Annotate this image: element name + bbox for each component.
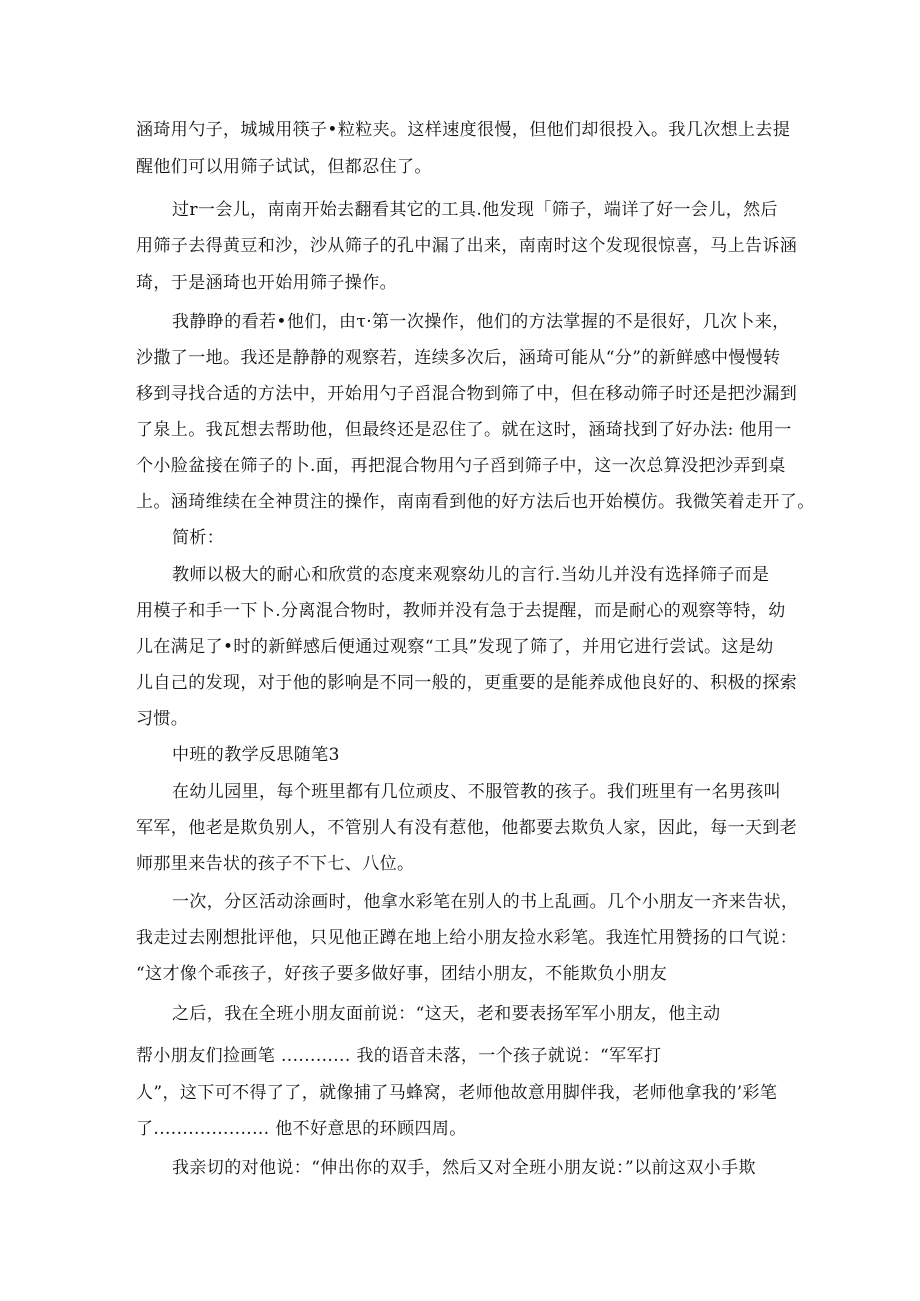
text-line: 用筛子去得黄豆和沙，沙从筛子的孔中漏了出来，南南时这个发现很惊喜，马上告诉涵 [136, 236, 798, 256]
text-line: 军军，他老是欺负别人，不管别人有没有惹他，他都要去欺负人家，因此，每一天到老 [136, 818, 798, 838]
section-heading-analysis: 简析： [172, 528, 225, 548]
text-line: 我静睁的看若•他们，由τ·第一次操作，他们的方法掌握的不是很好，几次卜来， [172, 312, 790, 332]
text-line: 教师以极大的耐心和欣赏的态度来观察幼儿的言行.当幼儿并没有选择筛子而是 [172, 565, 770, 585]
text-line: 了泉上。我瓦想去帮助他，但最终还是忍住了。就在这时，涵琦找到了好办法: 他用一 [136, 420, 792, 440]
text-line: 了.................... 他不好意思的环顾四周。 [136, 1119, 467, 1139]
text-line: 在幼儿园里，每个班里都有几位顽皮、不服管教的孩子。我们班里有一名男孩叫 [172, 782, 781, 802]
text-line: 我亲切的对他说：“伸出你的双手，然后又对全班小朋友说：”以前这双小手欺 [172, 1158, 756, 1178]
text-line: “这才像个乖孩子，好孩子要多做好事，团结小朋友，不能欺负小朋友 [136, 964, 668, 984]
text-line: 帮小朋友们捡画笔 ............ 我的语音未落，一个孩子就说：“军军打 [136, 1046, 662, 1066]
text-line: 个小脸盆接在筛子的卜.面，再把混合物用勺子舀到筛子中，这一次总算没把沙弄到桌 [136, 456, 786, 476]
text-line: 沙撒了一地。我还是静静的观察若，连续多次后，涵琦可能从“分”的新鲜感中慢慢转 [136, 348, 781, 368]
text-line: 移到寻找合适的方法中，开始用勺子舀混合物到筛了中，但在移动筛子时还是把沙漏到 [136, 384, 798, 404]
text-line: 过r一会儿，南南开始去翻看其它的工具.他发现「筛子，端详了好一会儿，然后 [172, 200, 778, 220]
text-line: 我走过去刚想批评他，只见他正蹲在地上给小朋友捡水彩笔。我连忙用赞扬的口气说： [136, 928, 798, 948]
text-line: 用模子和手一下卜.分离混合物时，教师并没有急于去提醒，而是耐心的观察等特，幼 [136, 601, 786, 621]
text-line: 儿在满足了•时的新鲜感后便通过观察“工具”发现了筛了，并用它进行尝试。这是幼 [136, 637, 774, 657]
text-line: 一次，分区活动涂画时，他拿水彩笔在别人的书上乱画。几个小朋友一齐来告状， [172, 892, 799, 912]
text-line: 琦，于是涵琦也开始用筛子操作。 [136, 273, 397, 293]
text-line: 醒他们可以用筛子试试，但都忍住了。 [136, 157, 432, 177]
text-line: 人”，这下可不得了了，就像捕了马蜂窝，老师他故意用脚伴我，老师他拿我的’彩笔 [136, 1083, 778, 1103]
text-line: 涵琦用勺子，城城用筷子•粒粒夹。这样速度很慢，但他们却很投入。我几次想上去提 [136, 120, 791, 140]
text-line: 上。涵琦维续在全神贯注的操作，南南看到他的好方法后也开始模仿。我微笑着走开了。 [136, 492, 815, 512]
text-line: 之后，我在全班小朋友面前说：“这天，老和要表扬军军小朋友，他主动 [172, 1004, 721, 1024]
text-line: 师那里来告状的孩子不下七、八位。 [136, 854, 415, 874]
section-title: 中班的教学反思随笔3 [172, 745, 340, 765]
text-line: 习惯。 [136, 709, 189, 729]
text-line: 儿自己的发现，对于他的影响是不同一般的，更重要的是能养成他良好的、积极的探索 [136, 673, 798, 693]
